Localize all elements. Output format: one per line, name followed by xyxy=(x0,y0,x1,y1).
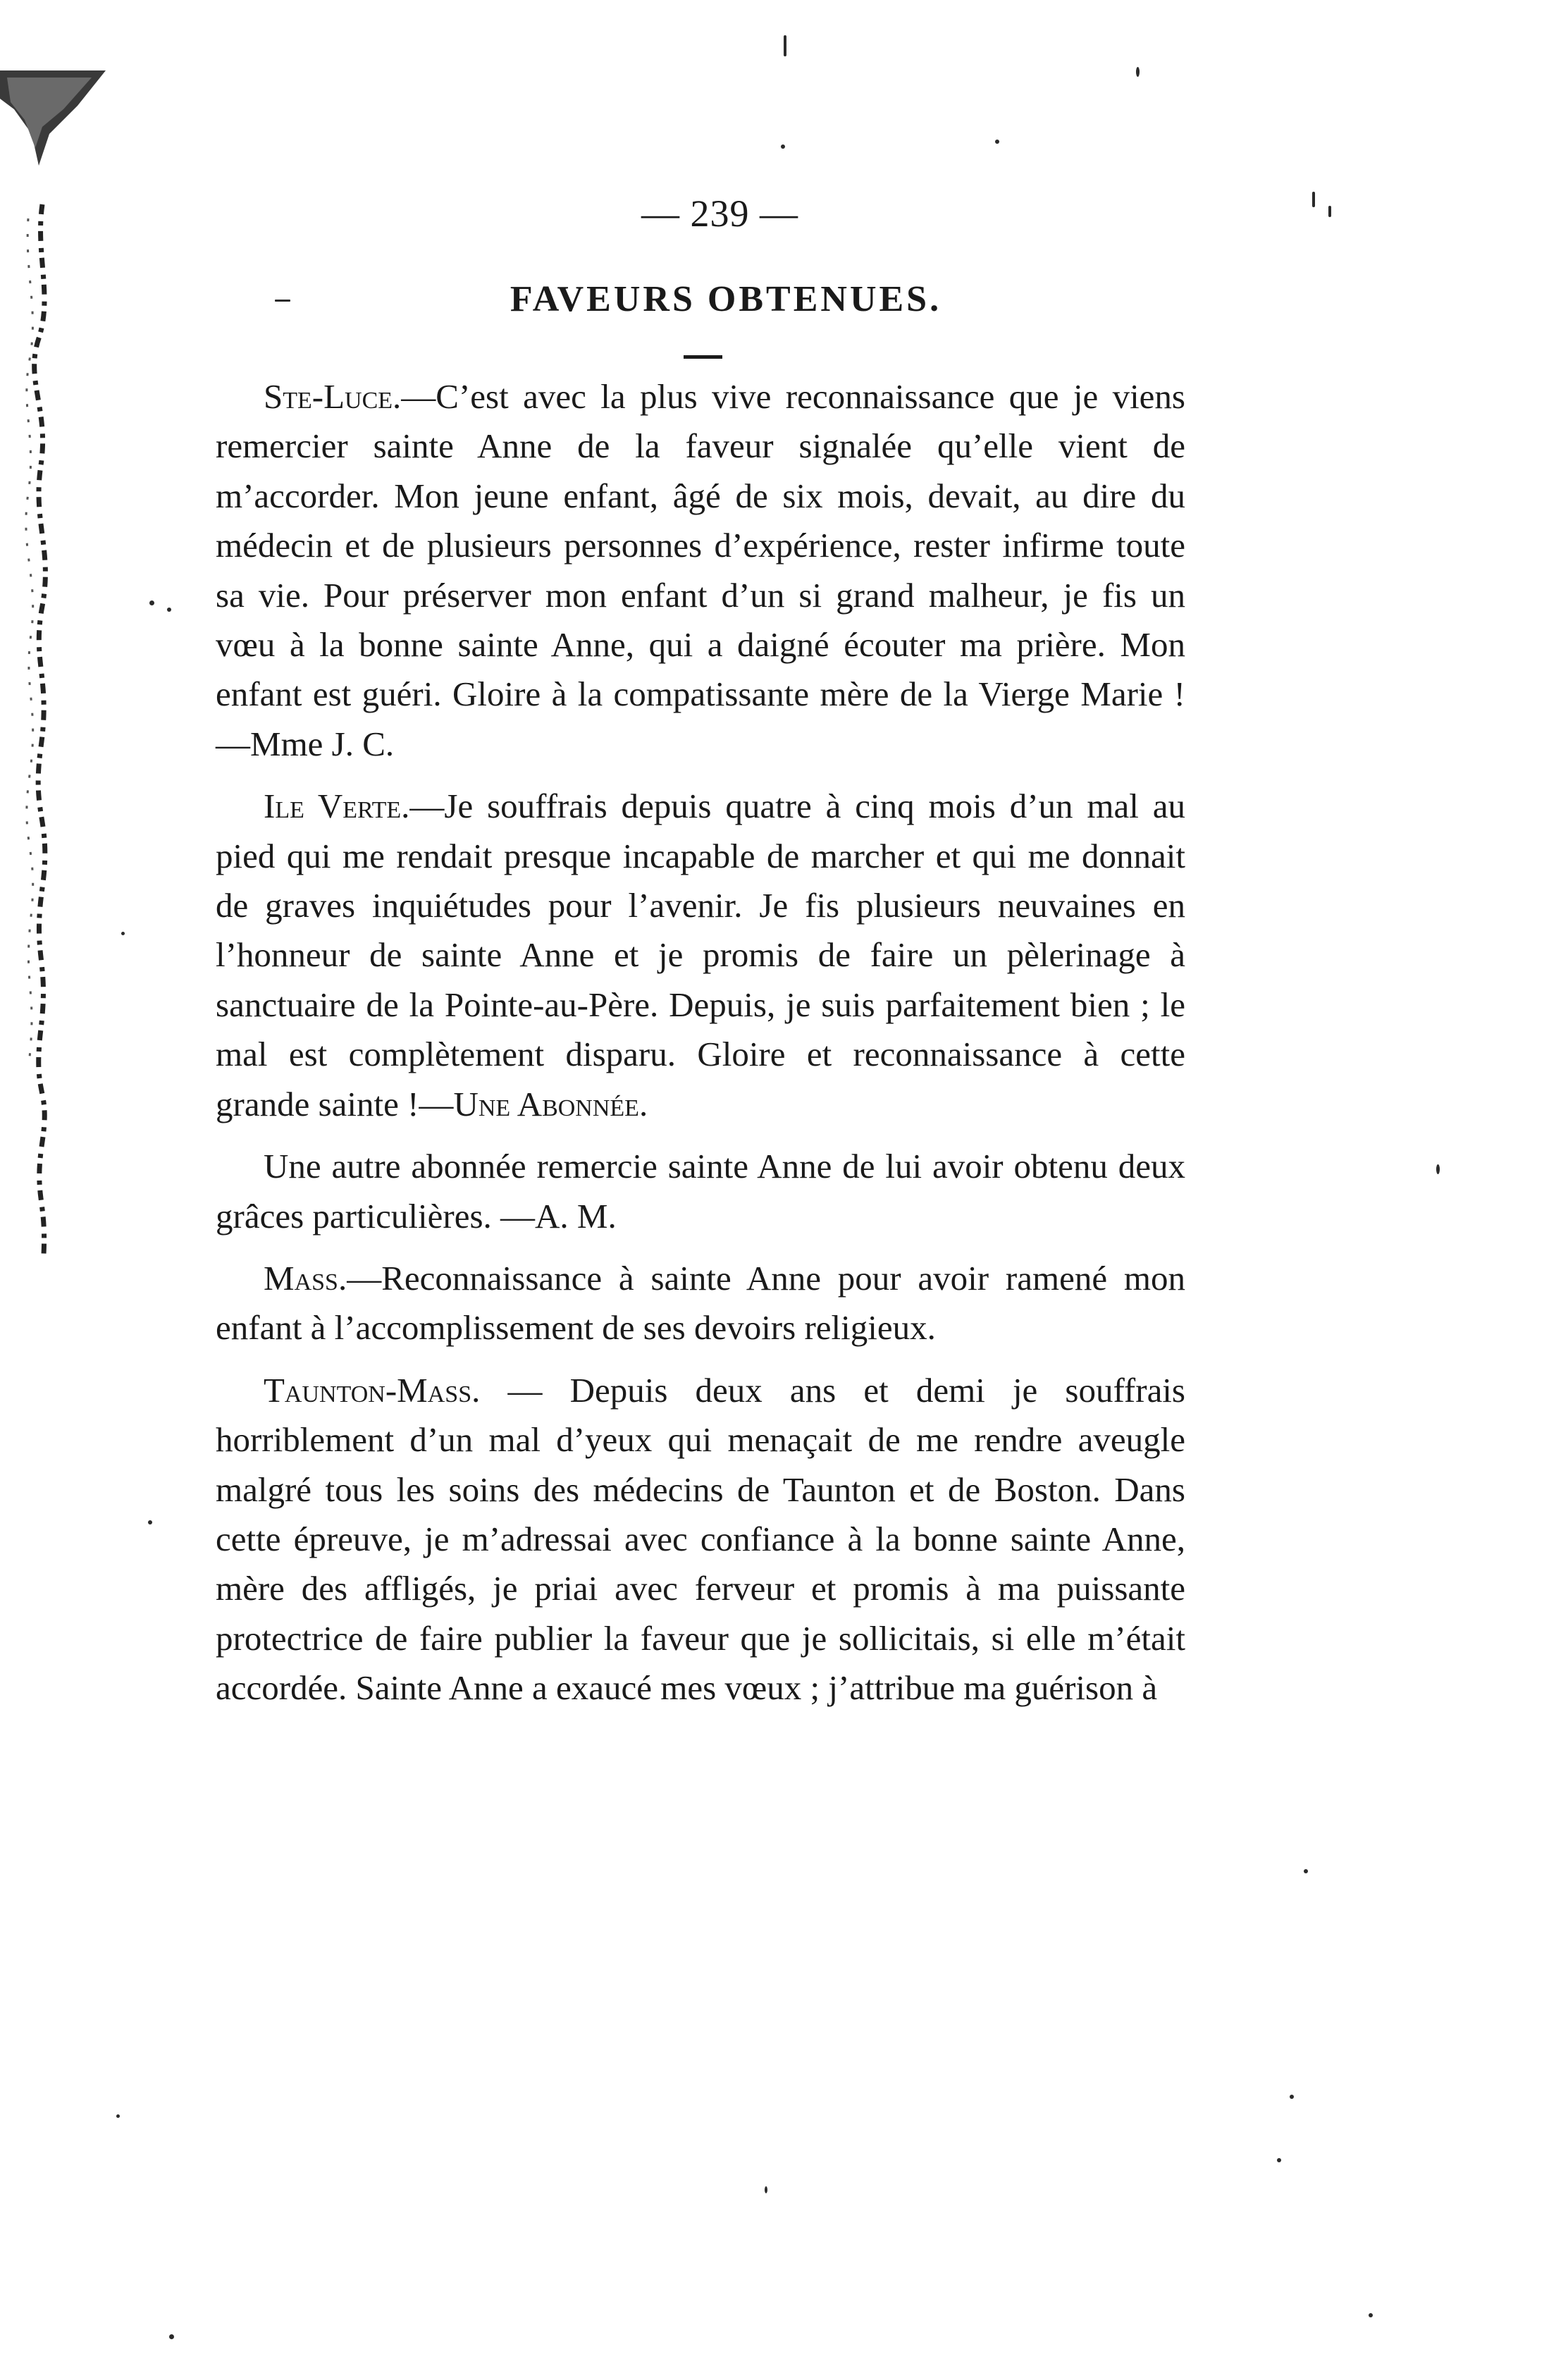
testimony-text: —C’est avec la plus vive reconnaissance que je viens remercier sainte Anne de la faveur signalée qu’elle vient de m’accorder. Mon jeune enfant, âgé de six mois, devait, au dire du médecin et de plusieurs personnes d’expérience, rester infirme toute sa vie. Pour préserver mon enfant d’un si grand malheur, je fis un vœu à la bonne sainte Anne, qui a daigné écouter ma prière. Mon enfant est guéri. Gloire à la compatissante mère de la Vierge Marie ! —Mme J. C. xyxy=(216,377,1185,763)
testimony-abonnee xyxy=(216,1142,1185,1241)
place-name: Mass. xyxy=(264,1258,347,1298)
testimony-text: —Reconnaissance à sainte Anne pour avoir ramené mon enfant à l’accomplissement de ses devoirs religieux. xyxy=(216,1258,1185,1348)
testimony-text: — Depuis deux ans et demi je souffrais horriblement d’un mal d’yeux qui menaçait de me rendre aveugle malgré tous les soins des médecins de Taunton et de Boston. Dans cette épreuve, je m’adressai avec confiance à la bonne sainte Anne, mère des affligés, je priai avec ferveur et promis à ma puissante protectrice de faire publier la faveur que je sollicitais, si elle m’était accordée. Sainte Anne a exaucé mes vœux ; j’attribue ma guérison à xyxy=(216,1370,1185,1708)
testimony-ile-verte xyxy=(216,782,1185,1129)
testimony-taunton xyxy=(216,1366,1185,1713)
testimony-signature: Une Abonnée. xyxy=(453,1084,648,1123)
section-heading: FAVEURS OBTENUES. xyxy=(510,279,942,319)
place-name: Ste-Luce. xyxy=(264,377,402,416)
place-name: Ile Verte. xyxy=(264,787,410,826)
testimony-mass xyxy=(216,1254,1185,1353)
page-number: — 239 — xyxy=(641,192,798,235)
testimony-ste-luce xyxy=(216,372,1185,769)
testimony-text: —Je souffrais depuis quatre à cinq mois d’un mal au pied qui me rendait presque incapable de marcher et qui me donnait de graves inquiétudes pour l’avenir. Je fis plusieurs neuvaines en l’honneur de sainte Anne et je promis de faire un pèlerinage à sanctuaire de la Pointe-au-Père. Depuis, je suis parfaitement bien ; le mal est complètement disparu. Gloire et reconnaissance à cette grande sainte !— xyxy=(216,787,1185,1123)
testimony-text: Une autre abonnée remercie sainte Anne de lui avoir obtenu deux grâces particulières. —A. M. xyxy=(216,1147,1185,1236)
heading-rule xyxy=(684,355,722,359)
place-name: Taunton-Mass. xyxy=(264,1370,481,1410)
torn-binding-edge xyxy=(0,42,106,1381)
body-text xyxy=(216,372,1185,1713)
